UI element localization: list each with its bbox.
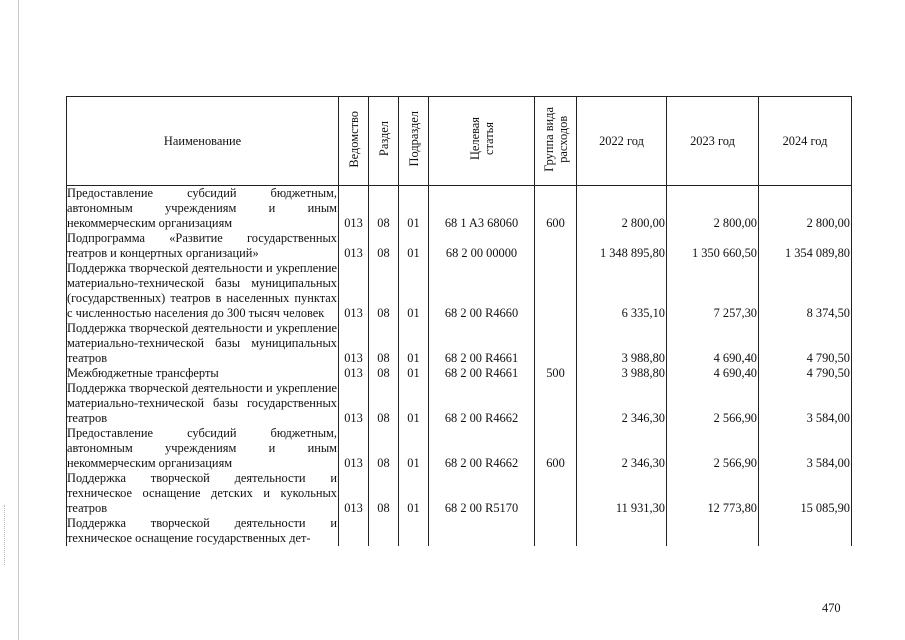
row-value-2022: 2 346,30 [577,381,667,426]
row-razdel [369,516,399,546]
row-podrazdel: 01 [399,471,429,516]
row-celevaya-statya: 68 2 00 R4660 [429,261,535,321]
row-razdel: 08 [369,231,399,261]
row-gruppa [535,516,577,546]
row-value-2023: 4 690,40 [667,366,759,381]
row-value-2023: 12 773,80 [667,471,759,516]
header-vedomstvo: Ведомство [339,97,369,186]
header-razdel: Раздел [369,97,399,186]
table-row [67,261,852,321]
row-value-2023: 4 690,40 [667,321,759,366]
table-row [67,231,852,261]
row-value-2023: 2 800,00 [667,186,759,232]
row-celevaya-statya: 68 2 00 00000 [429,231,535,261]
row-name: Поддержка творческой деятельности и техническое оснащение детских и кукольных театров [67,471,337,515]
row-gruppa [535,261,577,321]
row-value-2022: 3 988,80 [577,366,667,381]
row-celevaya-statya: 68 2 00 R4661 [429,321,535,366]
row-vedomstvo: 013 [339,381,369,426]
row-value-2024: 4 790,50 [759,321,852,366]
row-gruppa [535,231,577,261]
row-value-2023: 2 566,90 [667,426,759,471]
header-year-2022: 2022 год [577,97,667,186]
row-celevaya-statya: 68 2 00 R4662 [429,381,535,426]
row-celevaya-statya: 68 1 A3 68060 [429,186,535,232]
table-row [67,381,852,426]
row-celevaya-statya: 68 2 00 R4661 [429,366,535,381]
row-value-2024: 4 790,50 [759,366,852,381]
row-podrazdel: 01 [399,261,429,321]
scan-margin-line [18,0,19,640]
table-row [67,366,852,381]
row-podrazdel: 01 [399,426,429,471]
row-vedomstvo: 013 [339,426,369,471]
row-value-2023 [667,516,759,546]
table-header [67,97,852,186]
row-name: Предоставление субсидий бюджетным, автономным учреждениям и иным некоммерческим организациям [67,186,337,230]
row-name: Поддержка творческой деятельности и укрепление материально-технической базы государственных театров [67,381,337,425]
table-row [67,516,852,546]
row-podrazdel [399,516,429,546]
table-row [67,321,852,366]
row-name: Межбюджетные трансферты [67,366,339,381]
row-name: Поддержка творческой деятельности и техническое оснащение государственных дет- [67,516,337,545]
table-row [67,471,852,516]
row-value-2023: 1 350 660,50 [667,231,759,261]
row-gruppa: 600 [535,426,577,471]
row-razdel: 08 [369,186,399,232]
table-row [67,426,852,471]
row-vedomstvo: 013 [339,321,369,366]
row-gruppa [535,321,577,366]
row-value-2022: 3 988,80 [577,321,667,366]
row-value-2024: 15 085,90 [759,471,852,516]
row-value-2024: 3 584,00 [759,381,852,426]
row-podrazdel: 01 [399,321,429,366]
table-body [67,186,852,547]
table-row [67,186,852,232]
scan-margin-dots [4,505,6,565]
row-razdel: 08 [369,381,399,426]
row-vedomstvo: 013 [339,231,369,261]
row-gruppa: 600 [535,186,577,232]
row-name: Поддержка творческой деятельности и укрепление материально-технической базы муниципальных театров [67,321,337,365]
row-vedomstvo: 013 [339,261,369,321]
row-value-2022: 1 348 895,80 [577,231,667,261]
row-vedomstvo: 013 [339,366,369,381]
row-value-2022: 6 335,10 [577,261,667,321]
row-value-2022 [577,516,667,546]
row-razdel: 08 [369,426,399,471]
row-value-2024: 1 354 089,80 [759,231,852,261]
row-razdel: 08 [369,471,399,516]
row-gruppa: 500 [535,366,577,381]
row-celevaya-statya: 68 2 00 R5170 [429,471,535,516]
row-name: Поддержка творческой деятельности и укрепление материально-технической базы муниципальных (государственных) театров в населенных пунктах с численностью населения до 300 тысяч человек [67,261,337,320]
row-celevaya-statya: 68 2 00 R4662 [429,426,535,471]
row-gruppa [535,471,577,516]
row-value-2022: 2 800,00 [577,186,667,232]
row-podrazdel: 01 [399,186,429,232]
row-value-2022: 11 931,30 [577,471,667,516]
row-razdel: 08 [369,366,399,381]
row-value-2023: 2 566,90 [667,381,759,426]
row-gruppa [535,381,577,426]
header-year-2024: 2024 год [759,97,852,186]
row-name: Подпрограмма «Развитие государственных театров и концертных организаций» [67,231,337,260]
row-vedomstvo: 013 [339,471,369,516]
row-podrazdel: 01 [399,381,429,426]
row-value-2022: 2 346,30 [577,426,667,471]
row-razdel: 08 [369,321,399,366]
row-value-2024: 2 800,00 [759,186,852,232]
header-celevaya-statya: Целевая статья [429,97,535,186]
row-value-2023: 7 257,30 [667,261,759,321]
budget-table [66,96,852,546]
row-value-2024: 3 584,00 [759,426,852,471]
row-podrazdel: 01 [399,231,429,261]
header-podrazdel: Подраздел [399,97,429,186]
row-podrazdel: 01 [399,366,429,381]
header-name: Наименование [67,97,339,186]
row-value-2024: 8 374,50 [759,261,852,321]
page-number: 470 [822,601,841,615]
row-name: Предоставление субсидий бюджетным, автономным учреждениям и иным некоммерческим организациям [67,426,337,470]
row-celevaya-statya [429,516,535,546]
header-gruppa-vida-rashodov: Группа вида расходов [535,97,577,186]
header-year-2023: 2023 год [667,97,759,186]
row-vedomstvo: 013 [339,186,369,232]
row-vedomstvo [339,516,369,546]
row-razdel: 08 [369,261,399,321]
row-value-2024 [759,516,852,546]
